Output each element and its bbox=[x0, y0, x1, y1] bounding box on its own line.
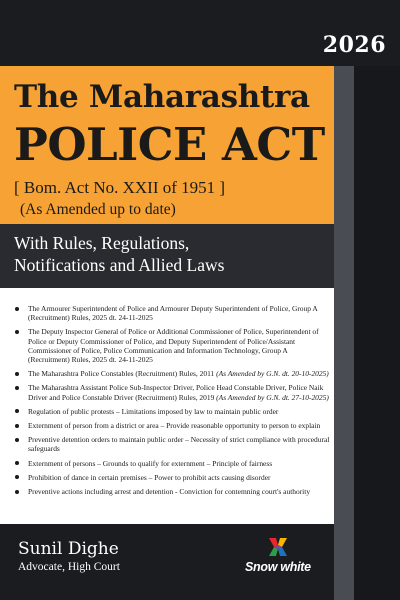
right-gray-band bbox=[334, 0, 354, 600]
list-item-text: The Armourer Superintendent of Police and Armourer Deputy Superintendent of Police, Group A (Recruitment) Rules, 2025 dt. 24-11-2025 bbox=[28, 304, 318, 323]
amendment-note: (As Amended up to date) bbox=[20, 201, 176, 218]
bullet-icon bbox=[15, 461, 19, 465]
list-item bbox=[14, 369, 330, 378]
list-item-text: Preventive detention orders to maintain public order – Necessity of strict compliance with procedural safeguards bbox=[28, 435, 330, 454]
bullet-icon bbox=[15, 386, 19, 390]
rules-banner bbox=[0, 224, 334, 288]
rules-line-2: Notifications and Allied Laws bbox=[14, 255, 225, 275]
list-item-text: The Deputy Inspector General of Police or Additional Commissioner of Police, Superintendent of Police or Deputy Commissioner of Police, and Deputy Superintendent of Police/Assistant Commissioner of Police, Police Communication and Information Technology, Group A (Recruitment) Rules, 2025 dt. 24-11-2025 bbox=[28, 327, 319, 365]
rules-line-1: With Rules, Regulations, bbox=[14, 233, 190, 253]
right-black-band bbox=[354, 0, 400, 600]
list-item-text: Externment of person from a district or area – Provide reasonable opportunity to person to explain bbox=[28, 421, 321, 431]
author-bar bbox=[0, 524, 334, 600]
list-item bbox=[14, 327, 330, 364]
bullet-icon bbox=[15, 424, 19, 428]
bullet-icon bbox=[15, 490, 19, 494]
edition-year: 2026 bbox=[322, 32, 386, 58]
list-item bbox=[14, 435, 330, 453]
list-item bbox=[14, 383, 330, 401]
title-line-1: The Maharashtra bbox=[14, 79, 310, 115]
publisher-logo-text: Snow white bbox=[245, 560, 311, 574]
list-item bbox=[14, 473, 330, 482]
list-item-text: Prohibition of dance in certain premises – Power to prohibit acts causing disorder bbox=[28, 472, 271, 482]
act-number: [ Bom. Act No. XXII of 1951 ] bbox=[14, 178, 226, 197]
list-item-text: Externment of persons – Grounds to qualify for externment – Principle of fairness bbox=[28, 458, 273, 468]
publisher-logo bbox=[245, 534, 325, 579]
list-item-text: Preventive actions including arrest and detention - Conviction for contemning court's authority bbox=[28, 487, 311, 497]
list-item-note: (As Amended by G.N. dt. 27-10-2025) bbox=[216, 392, 329, 402]
list-item bbox=[14, 407, 330, 416]
bullet-icon bbox=[15, 372, 19, 376]
title-line-2: POLICE ACT bbox=[14, 118, 325, 171]
bullet-icon bbox=[15, 409, 19, 413]
bullet-icon bbox=[15, 438, 19, 442]
title-block bbox=[0, 66, 334, 224]
author-title: Advocate, High Court bbox=[18, 561, 120, 573]
list-item bbox=[14, 304, 330, 322]
bullet-icon bbox=[15, 307, 19, 311]
list-item bbox=[14, 421, 330, 430]
list-item-text: The Maharashtra Assistant Police Sub-Inspector Driver, Police Head Constable Driver, Police Naik Driver and Police Constable Driver (Recruitment) Rules, 2019 bbox=[28, 383, 324, 402]
list-item bbox=[14, 459, 330, 468]
top-strip bbox=[0, 0, 400, 66]
contents-list bbox=[14, 304, 330, 501]
list-item-text: The Maharashtra Police Constables (Recruitment) Rules, 2011 bbox=[28, 369, 217, 379]
list-item-text: Regulation of public protests – Limitations imposed by law to maintain public order bbox=[28, 406, 279, 416]
bullet-icon bbox=[15, 330, 19, 334]
list-item bbox=[14, 487, 330, 496]
author-name: Sunil Dighe bbox=[18, 539, 119, 559]
bullet-icon bbox=[15, 475, 19, 479]
snow-white-logo-mark-icon bbox=[267, 536, 289, 558]
list-item-note: (As Amended by G.N. dt. 20-10-2025) bbox=[216, 369, 329, 379]
